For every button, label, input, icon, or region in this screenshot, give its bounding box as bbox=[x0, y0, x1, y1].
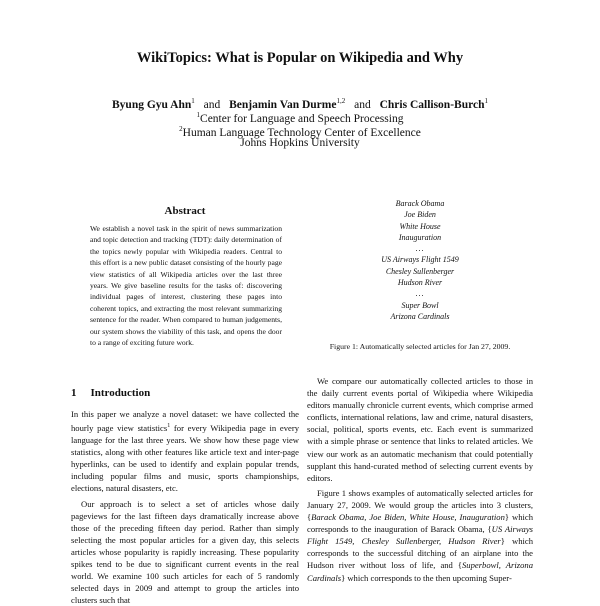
author-affiliation-mark: 1 bbox=[484, 97, 488, 105]
affiliation-mark: 2 bbox=[179, 125, 183, 133]
cluster-text: Superbowl, Arizona Cardinals bbox=[307, 560, 533, 583]
figure-item: Arizona Cardinals bbox=[390, 311, 450, 321]
paper-title: WikiTopics: What is Popular on Wikipedia and Why bbox=[136, 50, 464, 66]
figure-separator: ... bbox=[415, 289, 425, 299]
author-affiliation-mark: 1,2 bbox=[336, 97, 346, 105]
paragraph-text: } which corresponds to the inauguration of Barack Obama, { bbox=[307, 512, 533, 535]
figure-item: Super Bowl bbox=[401, 300, 439, 310]
figure-item: Hudson River bbox=[397, 278, 443, 288]
paragraph-text: } which corresponds to the successful ditching of an airplane into the Hudson river without loss of life, and { bbox=[307, 536, 533, 571]
author-separator: and bbox=[203, 98, 221, 111]
paragraph-text: In this paper we analyze a novel dataset: we have collected the hourly page view statistics bbox=[71, 409, 299, 433]
paragraph-text: for every Wikipedia page in every language for the last three years. We show how these page view statistics, along with other features like article text and inter-page hyperlinks, can be used to identify and explain popular trends, including popular films and music, sports championships, elections, natural disasters, etc. bbox=[71, 422, 299, 494]
abstract-heading: Abstract bbox=[164, 205, 206, 217]
paragraph-text: } which corresponds to the then upcoming Super- bbox=[341, 572, 512, 583]
affiliation-text: Johns Hopkins University bbox=[240, 137, 360, 149]
affiliation-text: Center for Language and Speech Processing bbox=[200, 112, 404, 125]
section-number: 1 bbox=[71, 387, 77, 399]
affiliation-mark: 1 bbox=[196, 111, 201, 119]
cluster-text: US Airways Flight 1549, Chesley Sullenberger, Hudson River bbox=[307, 524, 534, 547]
author-affiliation-mark: 1 bbox=[191, 97, 195, 105]
figure-item: Inauguration bbox=[398, 232, 442, 242]
paragraph: We compare our automatically collected articles to those in the daily current events portal of Wikipedia where Wikipedia editors manually chronicle current events, which comprise armed conflicts, international relations, law and crime, natural disasters, social, political, sports events, etc. Each event is summarized with a simple phrase or sentence that links to related articles. We view our work as an automatic mechanism that could potentially supplant this hand-curated method of selecting current events by editors. bbox=[307, 376, 533, 483]
author-name: Byung Gyu Ahn bbox=[112, 98, 192, 111]
paragraph bbox=[71, 408, 299, 495]
cluster-text: Barack Obama, Joe Biden, White House, Inauguration bbox=[311, 512, 505, 523]
figure-separator: ... bbox=[415, 244, 425, 254]
figure-item: US Airways Flight 1549 bbox=[381, 255, 459, 265]
section-title: Introduction bbox=[90, 387, 151, 399]
author-separator: and bbox=[354, 98, 371, 111]
abstract-text: We establish a novel task in the spirit of news summarization and topic detection and tracking (TDT): daily determination of the topics newly popular with Wikipedia readers. Central to this effort is a new public dataset consisting of the hourly page view statistics of all Wikipedia articles over the last three years. We give baseline results for the tasks of: discovering individual pages of interest, clustering these pages into coherent topics, and extracting the most relevant summarizing sentence for the reader. When compared to human judgements, our system shows the viability of this task, and opens the door to a range of exciting future work. bbox=[90, 224, 282, 348]
section-heading bbox=[71, 387, 150, 399]
paragraph: Our approach is to select a set of articles whose daily pageviews for the last fifteen days dramatically increase above those of the preceding fifteen day period. Rather than simply selecting the most popular articles for a given day, this selects articles whose popularity is rapidly increasing. These popularity spikes tend to be due to significant current events in the real world. We examine 100 such articles for each of 5 randomly selected days in 2009 and attempt to group the articles into clusters such that bbox=[71, 498, 299, 606]
figure-caption: Figure 1: Automatically selected articles for Jan 27, 2009. bbox=[329, 342, 511, 351]
paragraph bbox=[307, 487, 533, 584]
footnote-mark: 1 bbox=[167, 423, 171, 430]
author-name: Benjamin Van Durme bbox=[229, 98, 337, 111]
figure-item: Barack Obama bbox=[395, 199, 445, 208]
affiliation-text: Human Language Technology Center of Excellence bbox=[182, 126, 421, 139]
affiliation bbox=[0, 136, 600, 150]
figure-article-list bbox=[307, 198, 533, 322]
introduction-body bbox=[71, 408, 299, 606]
paragraph-text: Figure 1 shows examples of automatically selected articles for January 27, 2009. We would group the articles into 3 clusters, { bbox=[307, 487, 533, 523]
figure-item: Chesley Sullenberger bbox=[385, 266, 455, 276]
right-column-body bbox=[307, 375, 533, 584]
figure-item: Joe Biden bbox=[404, 210, 436, 220]
figure-item: White House bbox=[399, 221, 441, 231]
author-name: Chris Callison-Burch bbox=[379, 98, 485, 111]
